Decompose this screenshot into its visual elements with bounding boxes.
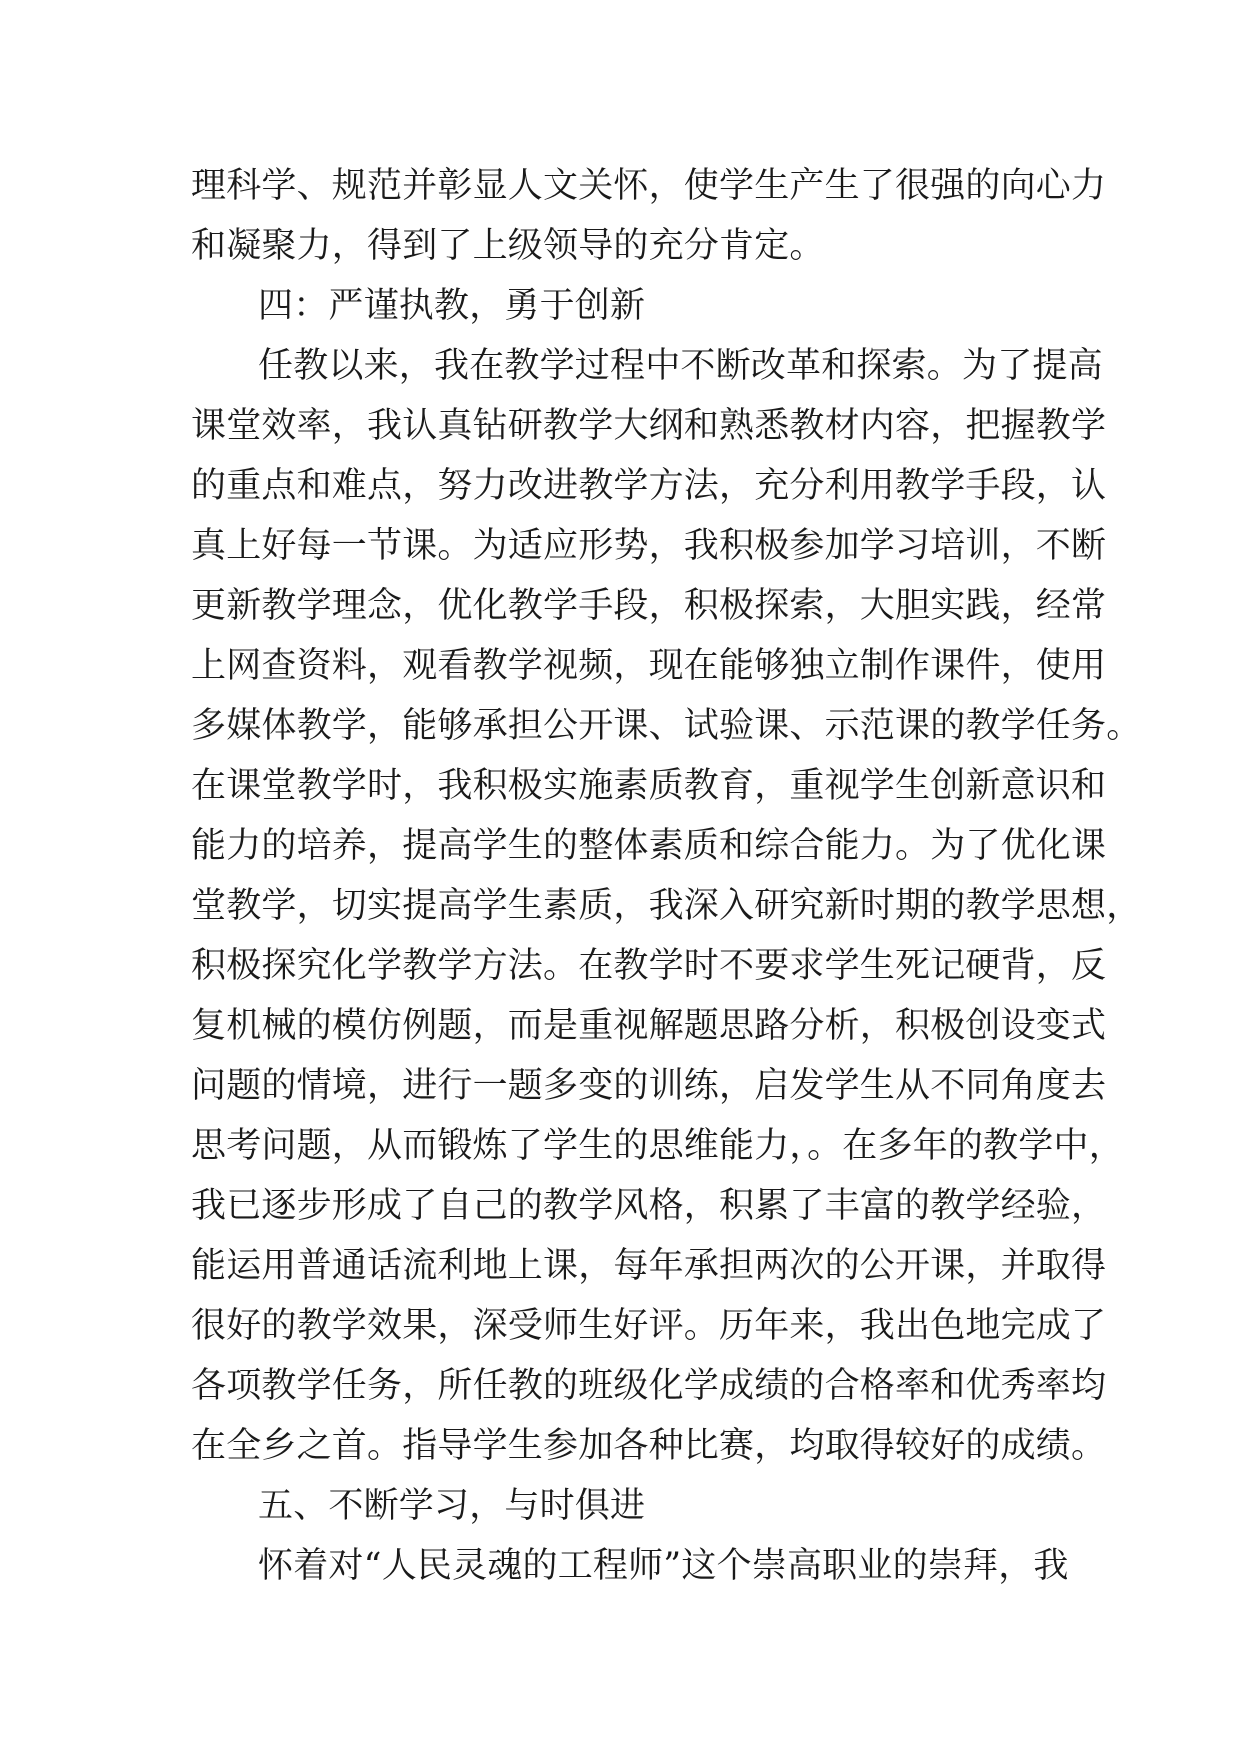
paragraph-line: 更新教学理念，优化教学手段，积极探索，大胆实践，经常 (191, 586, 1107, 626)
paragraph-line: 怀着对“人民灵魂的工程师”这个崇高职业的崇拜，我 (258, 1546, 1069, 1586)
paragraph-line: 复机械的模仿例题，而是重视解题思路分析，积极创设变式 (191, 1006, 1107, 1046)
paragraph-line: 的重点和难点，努力改进教学方法，充分利用教学手段，认 (191, 466, 1107, 506)
paragraph-line: 多媒体教学，能够承担公开课、试验课、示范课的教学任务。 (191, 706, 1142, 746)
paragraph-line: 堂教学，切实提高学生素质，我深入研究新时期的教学思想， (191, 886, 1142, 926)
section-heading: 五、不断学习，与时俱进 (258, 1486, 646, 1526)
paragraph-line: 真上好每一节课。为适应形势，我积极参加学习培训，不断 (191, 526, 1107, 566)
paragraph-line: 问题的情境，进行一题多变的训练，启发学生从不同角度去 (191, 1066, 1107, 1106)
paragraph-line: 上网查资料，观看教学视频，现在能够独立制作课件，使用 (191, 646, 1107, 686)
paragraph-line: 课堂效率，我认真钻研教学大纲和熟悉教材内容，把握教学 (191, 406, 1107, 446)
paragraph-line: 理科学、规范并彰显人文关怀，使学生产生了很强的向心力 (191, 166, 1107, 206)
paragraph-line: 在全乡之首。指导学生参加各种比赛，均取得较好的成绩。 (191, 1426, 1107, 1466)
paragraph-line: 我已逐步形成了自己的教学风格，积累了丰富的教学经验， (191, 1186, 1107, 1226)
paragraph-line: 和凝聚力，得到了上级领导的充分肯定。 (191, 226, 825, 266)
paragraph-line: 各项教学任务，所任教的班级化学成绩的合格率和优秀率均 (191, 1366, 1107, 1406)
paragraph-line: 能力的培养，提高学生的整体素质和综合能力。为了优化课 (191, 826, 1107, 866)
paragraph-line: 在课堂教学时，我积极实施素质教育，重视学生创新意识和 (191, 766, 1107, 806)
paragraph-line: 积极探究化学教学方法。在教学时不要求学生死记硬背，反 (191, 946, 1107, 986)
paragraph-line: 思考问题，从而锻炼了学生的思维能力，。在多年的教学中， (191, 1126, 1124, 1166)
section-heading: 四：严谨执教，勇于创新 (258, 286, 646, 326)
paragraph-line: 很好的教学效果，深受师生好评。历年来，我出色地完成了 (191, 1306, 1107, 1346)
paragraph-line: 任教以来，我在教学过程中不断改革和探索。为了提高 (258, 346, 1103, 386)
paragraph-line: 能运用普通话流利地上课，每年承担两次的公开课，并取得 (191, 1246, 1107, 1286)
